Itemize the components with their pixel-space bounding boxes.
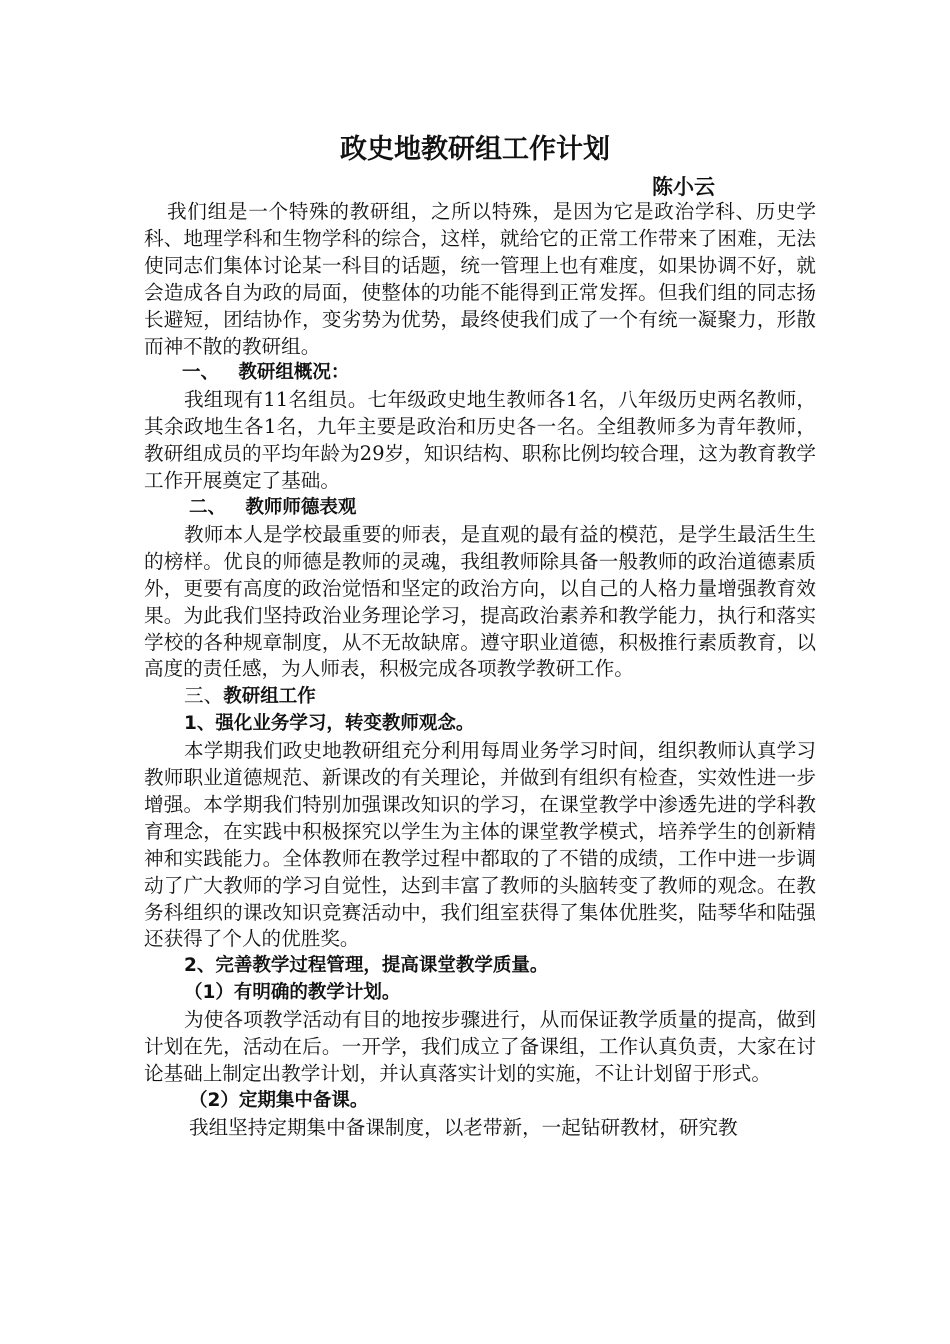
section2-paragraph: 教师本人是学校最重要的师表，是直观的最有益的模范，是学生最活生生的榜样。优良的师德是教师的灵魂，我组教师除具备一般教师的政治道德素质外，更要有高度的政治觉悟和坚定的政治方向，以自己的人格力量增强教育效果。为此我们坚持政治业务理论学习，提高政治素养和教学能力，执行和落实学校的各种规章制度，从不无故缺席。遵守职业道德，积极推行素质教育，以高度的责任感，为人师表，积极完成各项教学教研工作。 (144, 522, 816, 681)
item2-sub2-paragraph: 我组坚持定期集中备课制度，以老带新，一起钻研教材，研究教 (189, 1115, 738, 1139)
item1-paragraph: 本学期我们政史地教研组充分利用每周业务学习时间，组织教师认真学习教师职业道德规范、新课改的有关理论，并做到有组织有检查，实效性进一步增强。本学期我们特别加强课改知识的学习，在课堂教学中渗透先进的学科教育理念，在实践中积极探究以学生为主体的课堂教学模式，培养学生的创新精神和实践能力。全体教师在教学过程中都取的了不错的成绩，工作中进一步调动了广大教师的学习自觉性，达到丰富了教师的头脑转变了教师的观念。在教务科组织的课改知识竞赛活动中，我们组室获得了集体优胜奖，陆琴华和陆强还获得了个人的优胜奖。 (144, 739, 816, 951)
item1-heading: 1、强化业务学习，转变教师观念。 (184, 713, 475, 735)
item2-sub2-heading: （2）定期集中备课。 (189, 1089, 369, 1111)
section3-title: 教研组工作 (223, 686, 316, 708)
section1-title: 教研组概况： (238, 362, 350, 384)
section2-heading (144, 495, 816, 522)
item2-heading: 2、完善教学过程管理，提高课堂教学质量。 (184, 955, 549, 977)
section1-number: 一、 (182, 362, 220, 384)
document-body (144, 199, 816, 1142)
section2-number: 二、 (189, 496, 227, 518)
item2-sub1-heading: （1）有明确的教学计划。 (184, 982, 401, 1004)
intro-paragraph: 我们组是一个特殊的教研组，之所以特殊，是因为它是政治学科、历史学科、地理学科和生物学科的综合，这样，就给它的正常工作带来了困难，无法使同志们集体讨论某一科目的话题，统一管理上也有难度，如果协调不好，就会造成各自为政的局面，使整体的功能不能得到正常发挥。但我们组的同志扬长避短，团结协作，变劣势为优势，最终使我们成了一个有统一凝聚力，形散而神不散的教研组。 (144, 200, 816, 358)
section1-paragraph: 我组现有11名组员。七年级政史地生教师各1名，八年级历史两名教师，其余政地生各1名，九年主要是政治和历史各一名。全组教师多为青年教师，教研组成员的平均年龄为29岁，知识结构、职称比例均较合理，这为教育教学工作开展奠定了基础。 (144, 388, 816, 493)
section3-heading (144, 683, 816, 711)
section1-heading (144, 360, 816, 387)
author-name: 陈小云 (652, 175, 715, 199)
section2-title: 教师师德表观 (245, 496, 357, 518)
document-title: 政史地教研组工作计划 (340, 134, 610, 165)
section3-number: 三、 (184, 684, 224, 708)
item2-sub1-paragraph: 为使各项教学活动有目的地按步骤进行，从而保证教学质量的提高，做到计划在先，活动在后。一开学，我们成立了备课组，工作认真负责，大家在讨论基础上制定出教学计划，并认真落实计划的实施，不让计划留于形式。 (144, 1008, 816, 1085)
